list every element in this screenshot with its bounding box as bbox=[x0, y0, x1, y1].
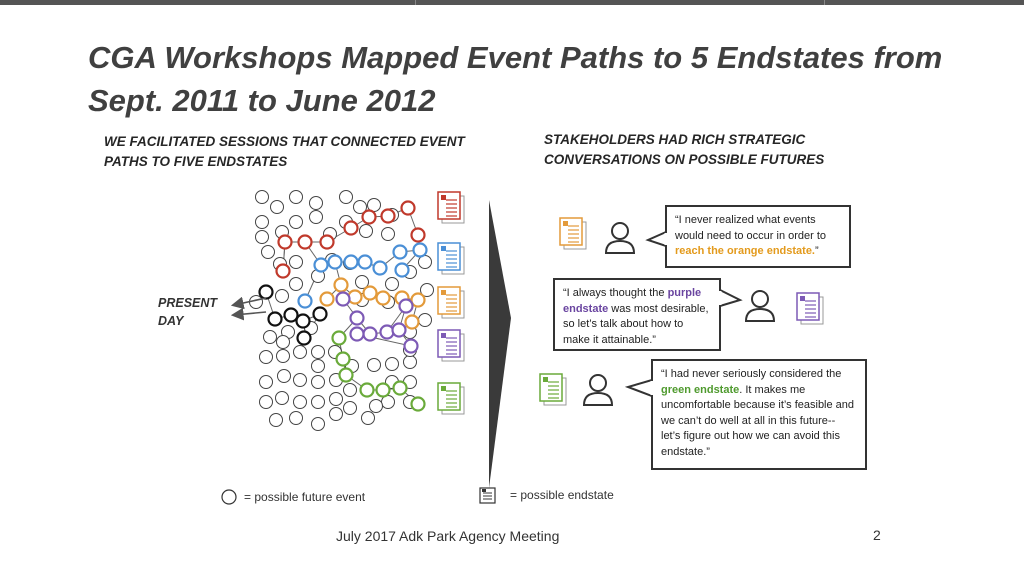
slide-title: CGA Workshops Mapped Event Paths to 5 Endstates from Sept. 2011 to June 2012 bbox=[88, 40, 943, 118]
blue-endstate-doc-icon bbox=[438, 243, 464, 274]
green-quote-doc-icon bbox=[540, 374, 566, 405]
green-endstate-doc-icon bbox=[438, 383, 464, 414]
quote-green-post: . It makes me uncomfortable because it’s feasible and we can’t do well at all in this future-- let’s figure out how we can avoid this endstate.” bbox=[661, 383, 855, 458]
endstate-doc-icon bbox=[478, 486, 498, 506]
legend-endstate-label: = possible endstate bbox=[510, 488, 614, 502]
purple-quote-doc-icon bbox=[797, 293, 823, 324]
page-number: 2 bbox=[873, 527, 881, 543]
quote-purple-pre: “I always thought the bbox=[563, 287, 668, 299]
left-heading: WE FACILITATED SESSIONS THAT CONNECTED EVENT PATHS TO FIVE ENDSTATES bbox=[104, 134, 465, 169]
quote-orange-post: ” bbox=[815, 245, 819, 257]
quote-orange-pre: “I never realized what events would need to occur in order to bbox=[675, 214, 827, 242]
quote-purple-highlight: purple endstate bbox=[563, 287, 702, 315]
orange-quote-doc-icon bbox=[560, 218, 586, 249]
quote-green-pre: “I had never seriously considered the bbox=[661, 368, 842, 380]
present-day-label: PRESENT DAY bbox=[158, 296, 218, 328]
orange-endstate-doc-icon bbox=[438, 287, 464, 318]
legend-event-label: = possible future event bbox=[244, 490, 366, 504]
event-circle-icon bbox=[220, 488, 238, 506]
footer-text: July 2017 Adk Park Agency Meeting bbox=[336, 528, 560, 544]
red-endstate-doc-icon bbox=[438, 192, 464, 223]
quote-orange-highlight: reach the orange endstate. bbox=[675, 245, 815, 257]
right-heading: STAKEHOLDERS HAD RICH STRATEGIC CONVERSATIONS ON POSSIBLE FUTURES bbox=[544, 132, 825, 167]
purple-endstate-doc-icon bbox=[438, 330, 464, 361]
quote-purple-post: was most desirable, so let’s talk about how to make it attainable.” bbox=[563, 302, 709, 346]
quote-green-highlight: green endstate bbox=[661, 383, 740, 396]
